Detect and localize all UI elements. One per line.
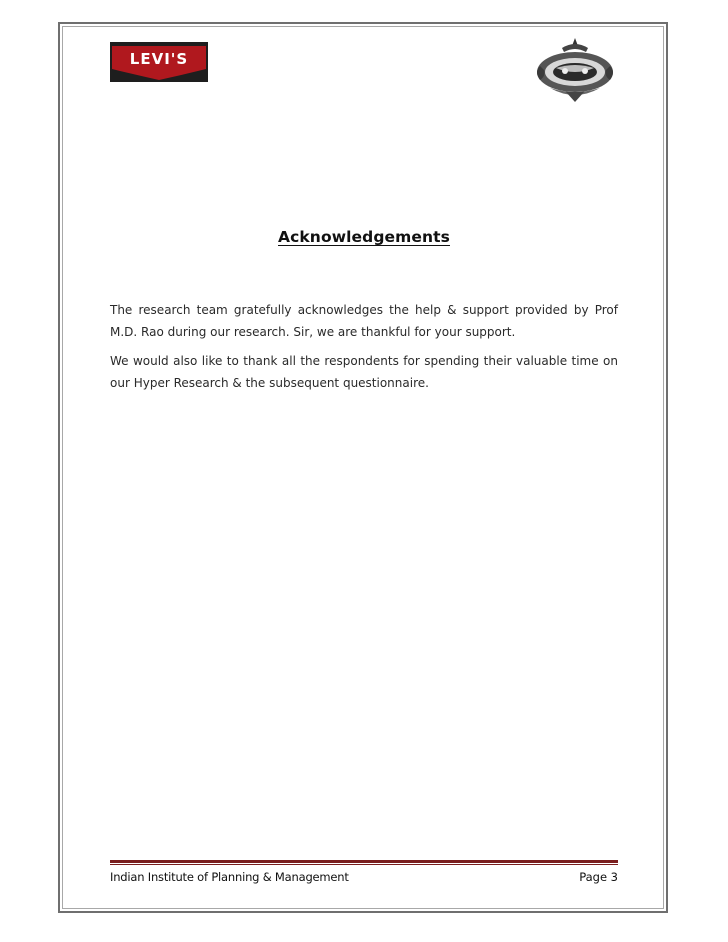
paragraph-2: We would also like to thank all the respondents for spending their valuable time on our Hyper Research & the subsequent questionnaire. [110, 354, 618, 390]
page-heading [0, 228, 728, 247]
footer-rule-thin [110, 864, 618, 865]
footer-rule-thick [110, 860, 618, 863]
page-border-inner [62, 26, 664, 909]
footer-institute: Indian Institute of Planning & Management [110, 870, 349, 884]
svg-text:LEVI'S: LEVI'S [129, 50, 189, 68]
levis-logo [110, 42, 208, 82]
footer-page-number: Page 3 [579, 870, 618, 884]
acknowledgements-title: Acknowledgements [278, 228, 450, 246]
body-text [110, 299, 618, 401]
emblem-logo [532, 36, 618, 104]
paragraph-1: The research team gratefully acknowledges the help & support provided by Prof M.D. Rao during our research. Sir, we are thankful for your support. [110, 303, 618, 339]
